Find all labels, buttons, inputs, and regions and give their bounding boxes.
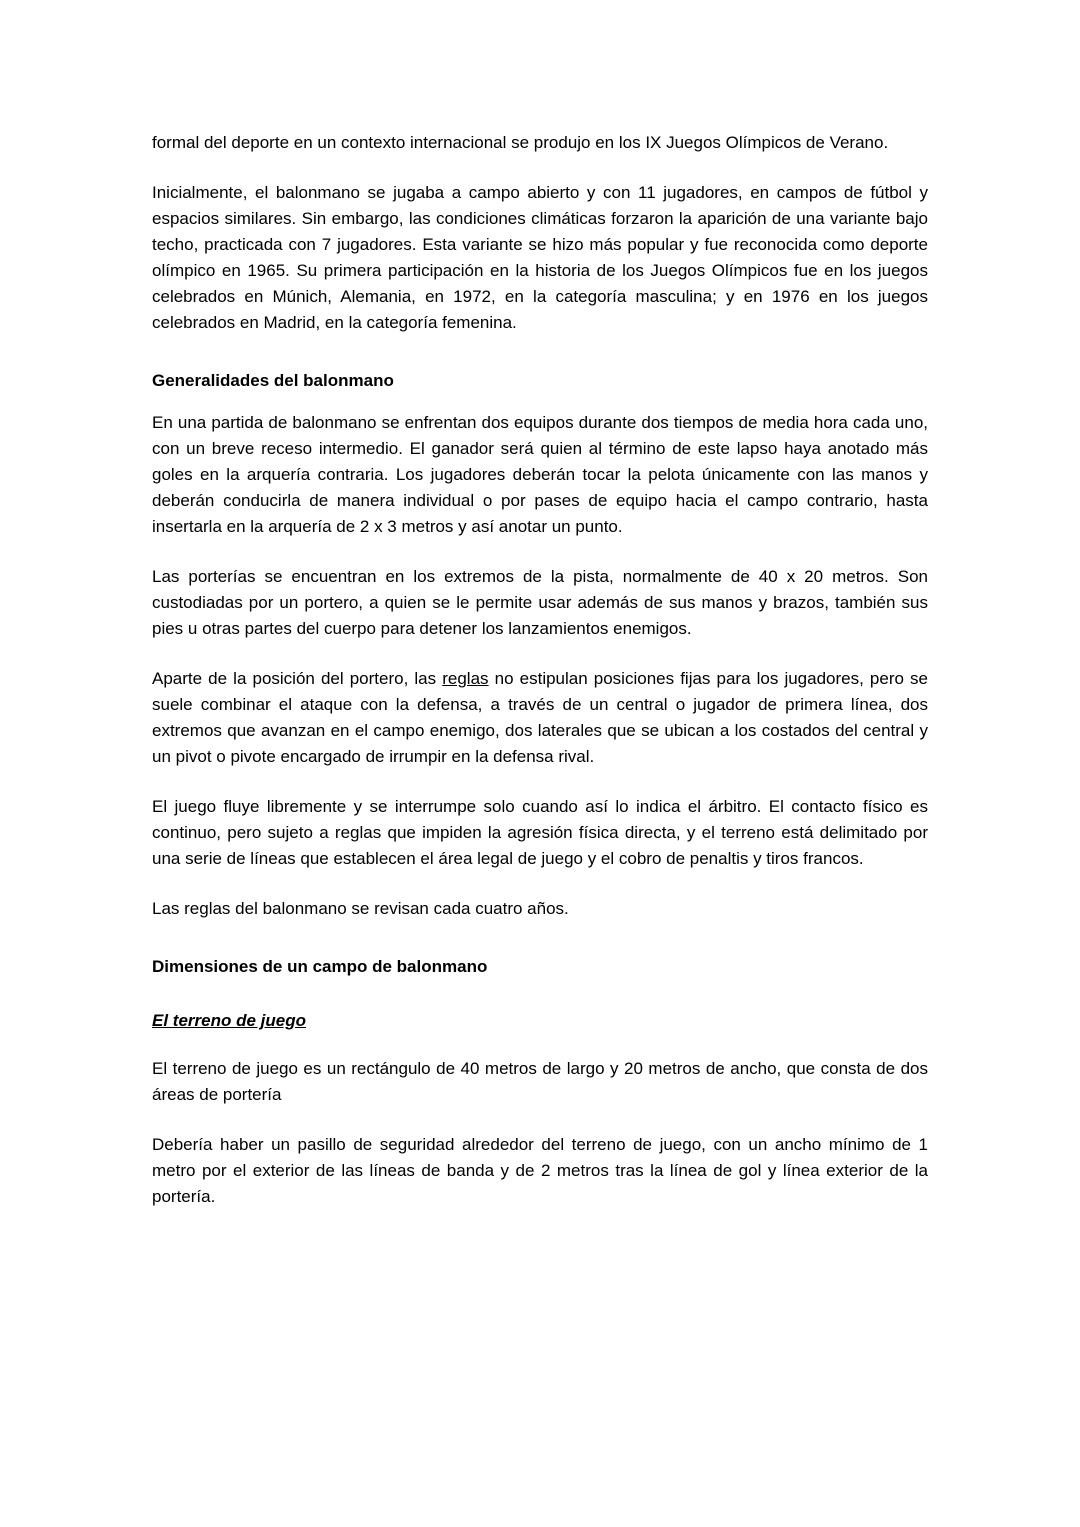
- subsection-heading-terreno: El terreno de juego: [152, 1011, 306, 1030]
- underlined-term-reglas: reglas: [442, 669, 489, 688]
- paragraph-goals: Las porterías se encuentran en los extremos de la pista, normalmente de 40 x 20 metros. Son custodiadas por un portero, a quien se le permite usar además de sus manos y brazos, también sus pies u otras partes del cuerpo para detener los lanzamientos enemigos.: [152, 567, 928, 638]
- paragraph-rules-revision: Las reglas del balonmano se revisan cada cuatro años.: [152, 899, 569, 918]
- paragraph-safety-corridor: Debería haber un pasillo de seguridad alrededor del terreno de juego, con un ancho mínimo de 1 metro por el exterior de las líneas de banda y de 2 metros tras la línea de gol y línea exterior de la portería.: [152, 1135, 928, 1206]
- paragraph-history: Inicialmente, el balonmano se jugaba a campo abierto y con 11 jugadores, en campos de fútbol y espacios similares. Sin embargo, las condiciones climáticas forzaron la aparición de una variante bajo techo, practicada con 7 jugadores. Esta variante se hizo más popular y fue reconocida como deporte olímpico en 1965. Su primera participación en la historia de los Juegos Olímpicos fue en los juegos celebrados en Múnich, Alemania, en 1972, en la categoría masculina; y en 1976 en los juegos celebrados en Madrid, en la categoría femenina.: [152, 183, 928, 332]
- paragraph-text-after: no estipulan posiciones fijas para los jugadores, pero se suele combinar el ataque con la defensa, a través de un central o jugador de primera línea, dos extremos que avanzan en el campo enemigo, dos laterales que se ubican a los costados del central y un pivot o pivote encargado de irrumpir en la defensa rival.: [152, 669, 928, 766]
- paragraph-field-size: El terreno de juego es un rectángulo de 40 metros de largo y 20 metros de ancho, que consta de dos áreas de portería: [152, 1059, 928, 1104]
- section-heading-dimensiones: Dimensiones de un campo de balonmano: [152, 957, 488, 976]
- paragraph-intro-continuation: formal del deporte en un contexto internacional se produjo en los IX Juegos Olímpicos de Verano.: [152, 133, 889, 152]
- section-heading-generalidades: Generalidades del balonmano: [152, 371, 394, 390]
- paragraph-game-flow: El juego fluye libremente y se interrumpe solo cuando así lo indica el árbitro. El contacto físico es continuo, pero sujeto a reglas que impiden la agresión física directa, y el terreno está delimitado por una serie de líneas que establecen el área legal de juego y el cobro de penaltis y tiros francos.: [152, 797, 928, 868]
- paragraph-positions: [152, 666, 928, 770]
- paragraph-text-before: Aparte de la posición del portero, las: [152, 669, 443, 688]
- paragraph-match-rules: En una partida de balonmano se enfrentan dos equipos durante dos tiempos de media hora cada uno, con un breve receso intermedio. El ganador será quien al término de este lapso haya anotado más goles en la arquería contraria. Los jugadores deberán tocar la pelota únicamente con las manos y deberán conducirla de manera individual o por pases de equipo hacia el campo contrario, hasta insertarla en la arquería de 2 x 3 metros y así anotar un punto.: [152, 413, 928, 536]
